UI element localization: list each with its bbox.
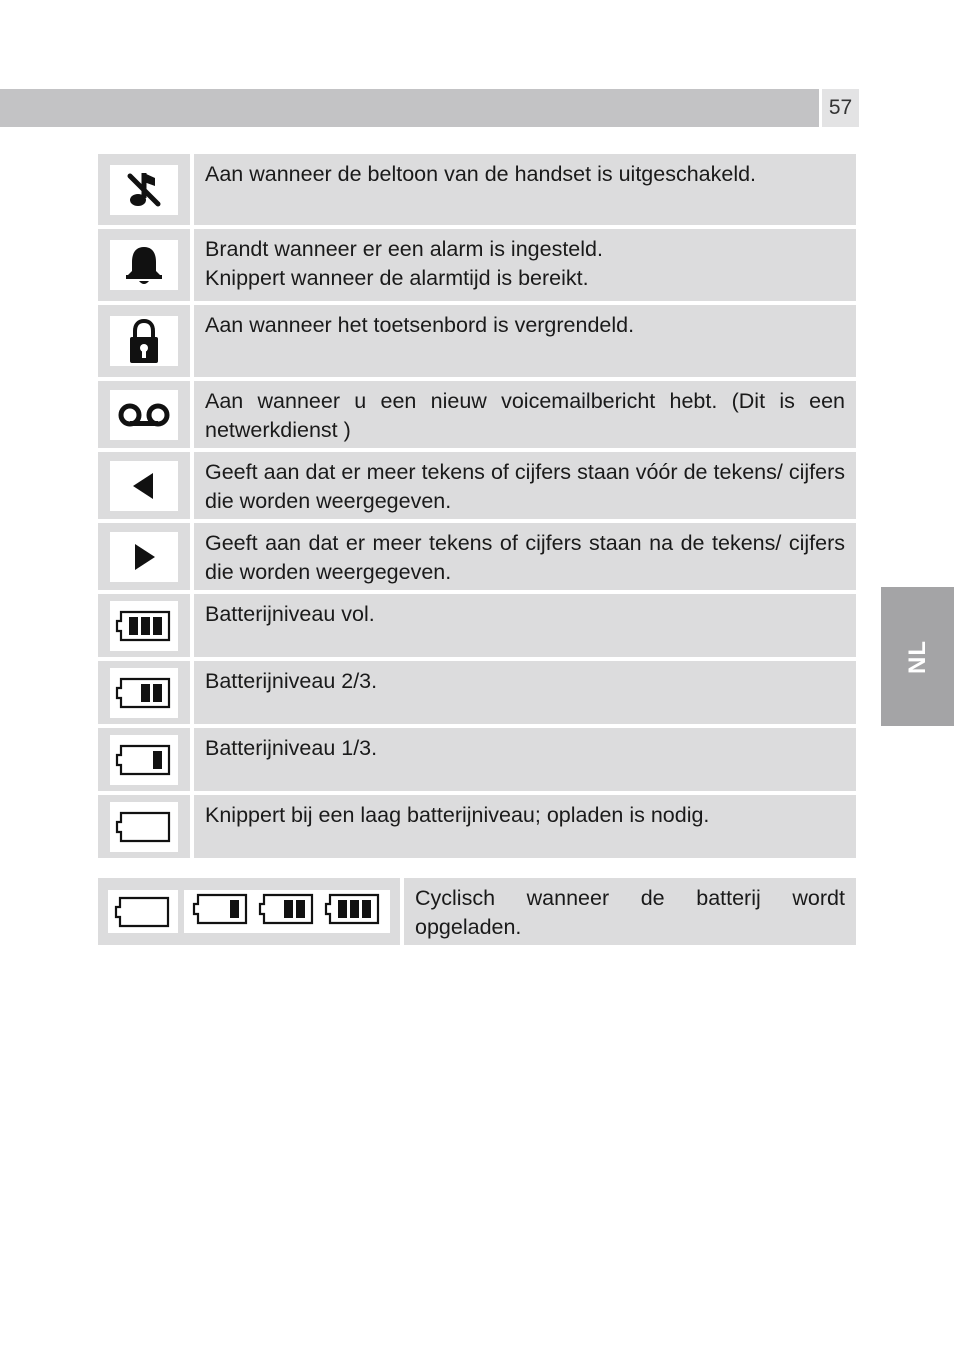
text-cell [194,154,856,225]
description-text: Batterijniveau 2/3. [205,669,378,693]
description-text: Knippert wanneer de alarmtijd is bereikt. [205,265,589,290]
table-row [98,452,856,519]
table-row [98,305,856,377]
table-row [98,728,856,791]
description-text: Knippert bij een laag batterijniveau; opladen is nodig. [205,803,710,827]
icon-cell [98,661,190,724]
text-cell [194,661,856,724]
description-line-1 [415,884,845,913]
table-row [98,594,856,657]
icon-cell [98,381,190,448]
battery-two-thirds-icon [110,668,178,718]
description-word: de [640,886,665,910]
page-number-box [822,89,859,127]
battery-one-third-icon [110,735,178,785]
battery-one-third-icon [192,893,250,930]
text-cell [194,728,856,791]
description-text: Aan wanneer u een nieuw voicemailbericht hebt. (Dit is een netwerkdienst ) [205,389,845,442]
table-row [98,154,856,225]
charging-sequence [184,890,390,933]
alarm-bell-icon [110,240,178,290]
text-cell [194,229,856,301]
icon-cell [98,154,190,225]
battery-full-icon [324,893,382,930]
icon-cell [98,728,190,791]
description-text: Geeft aan dat er meer tekens of cijfers staan vóór de tekens/ cijfers die worden weergegeven. [205,460,845,513]
battery-full-icon [110,601,178,651]
table-row [98,523,856,590]
text-cell [194,523,856,590]
icon-cell [98,795,190,858]
battery-empty-icon [108,890,178,933]
description-word: Cyclisch [415,886,496,910]
battery-two-thirds-icon [258,893,316,930]
battery-empty-icon [110,802,178,852]
description-line-2: opgeladen. [415,914,522,939]
arrow-right-icon [110,532,178,582]
description-word: batterij [696,886,761,910]
language-tab [881,587,954,726]
icon-cell [98,594,190,657]
icon-cell [98,305,190,377]
text-cell [194,594,856,657]
description-word: wanneer [526,886,610,910]
table-row [98,381,856,448]
text-cell [194,381,856,448]
icon-cell [98,523,190,590]
table-row [98,795,856,858]
ringer-off-icon [110,165,178,215]
text-cell [404,878,856,945]
description-text: Brandt wanneer er een alarm is ingesteld. [205,237,603,261]
page-number: 57 [828,96,853,119]
description-word: wordt [792,886,845,910]
description-text: Aan wanneer het toetsenbord is vergrendeld. [205,313,635,337]
text-cell [194,452,856,519]
voicemail-icon [110,390,178,440]
description-text: Batterijniveau vol. [205,602,375,626]
table-row [98,229,856,301]
description-text: Batterijniveau 1/3. [205,736,378,760]
charging-cycle-row [98,878,856,945]
icon-cell [98,229,190,301]
text-cell [194,305,856,377]
arrow-left-icon [110,461,178,511]
description-text: Aan wanneer de beltoon van de handset is uitgeschakeld. [205,162,757,186]
keypad-lock-icon [110,316,178,366]
language-tab-label: NL [903,639,931,674]
icon-cell [98,452,190,519]
charging-icons-cell [98,878,400,945]
description-text: Geeft aan dat er meer tekens of cijfers staan na de tekens/ cijfers die worden weergegeven. [205,531,845,584]
header-bar [0,89,819,127]
text-cell [194,795,856,858]
table-row [98,661,856,724]
